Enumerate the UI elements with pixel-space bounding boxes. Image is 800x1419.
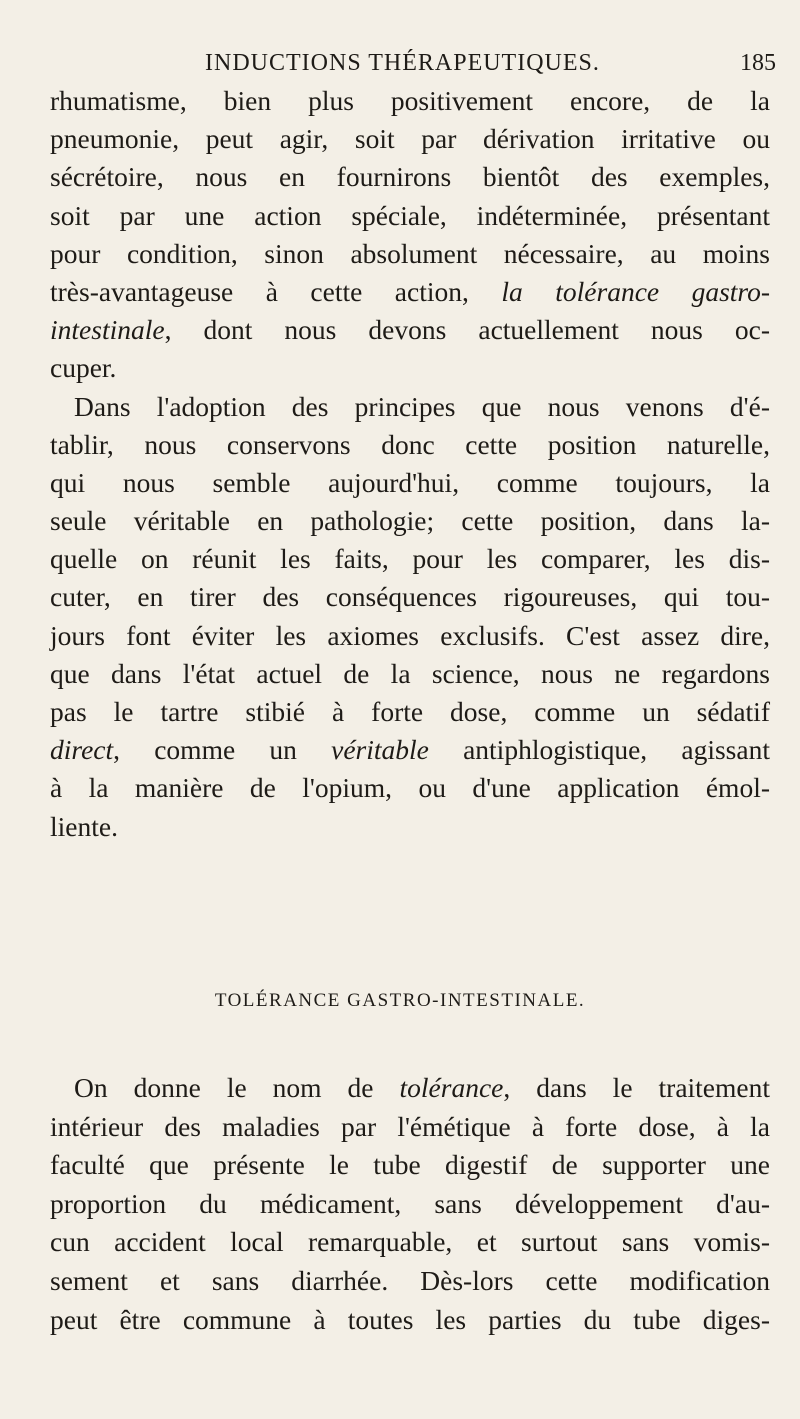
section-heading: TOLÉRANCE GASTRO-INTESTINALE. <box>214 990 586 1011</box>
text-line: rhumatisme, bien plus positivement encore, de la <box>50 85 770 116</box>
text-segment: très-avantageuse à cette action, <box>50 275 469 307</box>
text-line <box>50 1069 770 1108</box>
body-text-lower <box>50 1069 770 1339</box>
text-line: pneumonie, peut agir, soit par dérivation irritative ou <box>50 123 770 155</box>
text-line: liente. <box>50 810 118 842</box>
text-line: cun accident local remarquable, et surtout sans vomis- <box>50 1226 770 1258</box>
text-segment: antiphlogistique, agissant <box>428 734 770 766</box>
text-line: intérieur des maladies par l'émétique à forte dose, à la <box>50 1110 770 1142</box>
text-line: proportion du médicament, sans développement d'au- <box>50 1187 770 1219</box>
text-line: peut être commune à toutes les parties du tube diges- <box>50 1303 770 1335</box>
text-line: cuter, en tirer des conséquences rigoureuses, qui tou- <box>50 581 770 613</box>
text-line <box>50 731 770 769</box>
italic-term: la tolérance gastro- <box>501 275 771 307</box>
text-segment: On donne le nom de <box>74 1072 400 1103</box>
text-line: qui nous semble aujourd'hui, comme toujours, la <box>50 466 770 498</box>
text-line: faculté que présente le tube digestif de supporter une <box>50 1149 770 1181</box>
text-segment: , dont nous devons actuellement nous oc- <box>164 314 770 346</box>
text-line: soit par une action spéciale, indéterminée, présentant <box>50 199 770 231</box>
text-line <box>50 273 770 311</box>
italic-term: intestinale <box>50 314 165 346</box>
text-line: jours font éviter les axiomes exclusifs. C'est assez dire, <box>50 619 770 651</box>
italic-term: tolérance <box>399 1072 504 1103</box>
text-line: cuper. <box>50 352 117 384</box>
page-number: 185 <box>740 50 776 76</box>
text-line: que dans l'état actuel de la science, nous ne regardons <box>50 657 770 689</box>
text-line: à la manière de l'opium, ou d'une application émol- <box>50 772 770 804</box>
running-title: INDUCTIONS THÉRAPEUTIQUES. <box>205 50 600 76</box>
text-line: sement et sans diarrhée. Dès-lors cette modification <box>50 1264 770 1296</box>
text-line: seule véritable en pathologie; cette position, dans la- <box>50 505 770 537</box>
text-line <box>50 311 770 349</box>
text-line: Dans l'adoption des principes que nous venons d'é- <box>74 390 770 422</box>
body-text-upper <box>50 82 770 846</box>
text-line: sécrétoire, nous en fournirons bientôt des exemples, <box>50 161 770 193</box>
italic-term: direct <box>50 734 114 766</box>
text-line: pour condition, sinon absolument nécessaire, au moins <box>50 237 770 269</box>
text-segment: , comme un <box>113 734 332 766</box>
text-line: quelle on réunit les faits, pour les comparer, les dis- <box>50 543 770 575</box>
italic-term: véritable <box>331 734 429 766</box>
text-line: tablir, nous conservons donc cette position naturelle, <box>50 428 770 460</box>
text-segment: , dans le traitement <box>503 1072 771 1103</box>
text-line: pas le tartre stibié à forte dose, comme un sédatif <box>50 696 770 727</box>
